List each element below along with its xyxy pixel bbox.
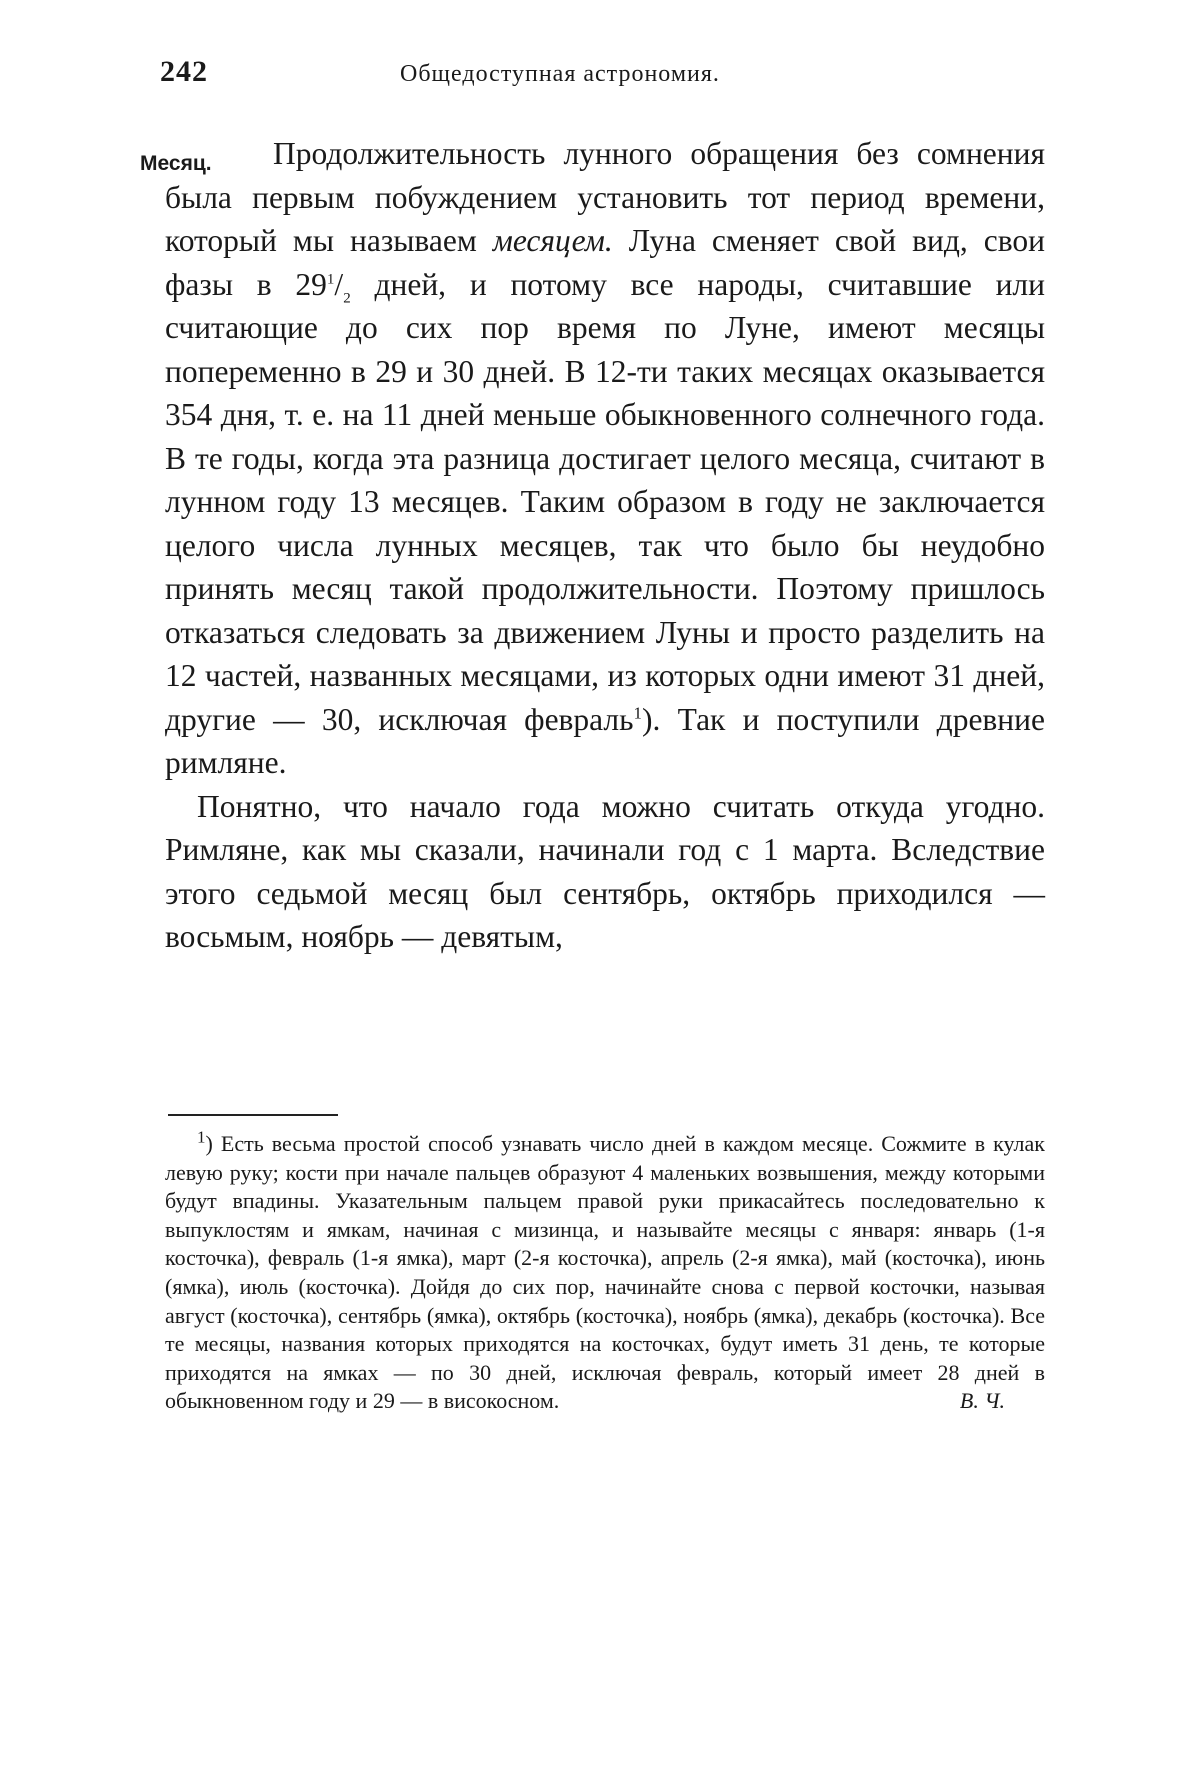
paragraph-text: ). Так и поступили древние римляне. [165, 701, 1045, 780]
paragraph-year-start: Понятно, что начало года можно считать откуда угодно. Римляне, как мы сказали, начинали год с 1 марта. Вследствие этого седьмой месяц был сентябрь, октябрь приходился — восьмым, ноябрь — девятым, [165, 788, 1045, 954]
footnote-text: ) Есть весьма простой способ узнавать число дней в каждом месяце. Сожмите в кулак левую руку; кости при начале пальцев образуют 4 маленьких возвышения, между которыми будут впадины. Указательным пальцем правой руки прикасайтесь последовательно к выпуклостям и ямкам, начиная с мизинца, и называйте месяцы с января: январь (1-я косточка), февраль (1-я ямка), март (2-я косточка), апрель (2-я ямка), май (косточка), июнь (ямка), июль (косточка). Дойдя до сих пор, начинайте снова с первой косточки, называя август (косточка), сентябрь (ямка), октябрь (косточка), ноябрь (ямка), декабрь (косточка). Все те месяцы, названия которых приходятся на косточках, будут иметь 31 день, те которые приходятся на ямках — по 30 дней, исключая февраль, который имеет 28 дней в обыкновенном году и 29 — в високосном. [165, 1131, 1045, 1414]
paragraph-text: Продолжительность лунного обращения без сомнения была первым побуждением установить тот период времени, который мы называем [165, 136, 1045, 258]
footnote-marker: 1 [633, 703, 643, 722]
fraction-numerator: 1 [326, 271, 335, 287]
running-title: Общедоступная астрономия. [400, 61, 720, 87]
margin-note-month: Месяц. [140, 152, 212, 175]
page-header [160, 55, 1040, 95]
paragraph-text: Луна сменяет свой вид, свои фазы в 29 [165, 223, 1045, 302]
paragraph-text: дней, и потому все народы, считавшие или считающие до сих пор время по Луне, имеют месяцы попеременно в 29 и 30 дней. В 12-ти таких месяцах оказывается 354 дня, т. е. на 11 дней меньше обыкновенного солнечного года. В те годы, когда эта разница достигает целого месяца, считают в лунном году 13 месяцев. Таким образом в году не заключается целого числа лунных месяцев, так что было бы неудобно принять месяц такой продолжительности. Поэтому пришлось отказаться следовать за движением Луны и просто разделить на 12 частей, названных месяцами, из которых одни имеют 31 дней, другие — 30, исключая февраль [165, 266, 1046, 737]
footnote [165, 1127, 1045, 1416]
fraction-denominator: 2 [343, 289, 351, 306]
page-number: 242 [160, 55, 208, 88]
footnote-signature: В. Ч. [959, 1388, 1005, 1414]
footnote-marker: 1 [197, 1127, 206, 1147]
main-text [165, 132, 1045, 959]
italic-term: месяцем. [492, 223, 613, 258]
paragraph-lunar-month: Продолжительность лунного обращения без сомнения была первым побуждением установить тот период времени, который мы называем месяцем. Луна сменяет свой вид, свои фазы в $29^1/_2$ дней, и потому все народы, считавшие или считающие до сих пор время по Луне, имеют месяцы попеременно в 29 и 30 дней. В 12-ти таких месяцах оказывается 354 дня, т. е. на 11 дней меньше обыкновенного солнечного года. В те годы, когда эта разница достигает целого месяца, считают в лунном году 13 месяцев. Таким образом в году не заключается целого числа лунных месяцев, так что было бы неудобно принять месяц такой продолжительности. Поэтому пришлось отказаться следовать за движением Луны и просто разделить на 12 частей, названных месяцами, из которых одни имеют 31 дней, другие — 30, исключая февраль$^1$). Так и поступили древние римляне. [165, 136, 1046, 780]
footnote-separator [168, 1114, 338, 1116]
